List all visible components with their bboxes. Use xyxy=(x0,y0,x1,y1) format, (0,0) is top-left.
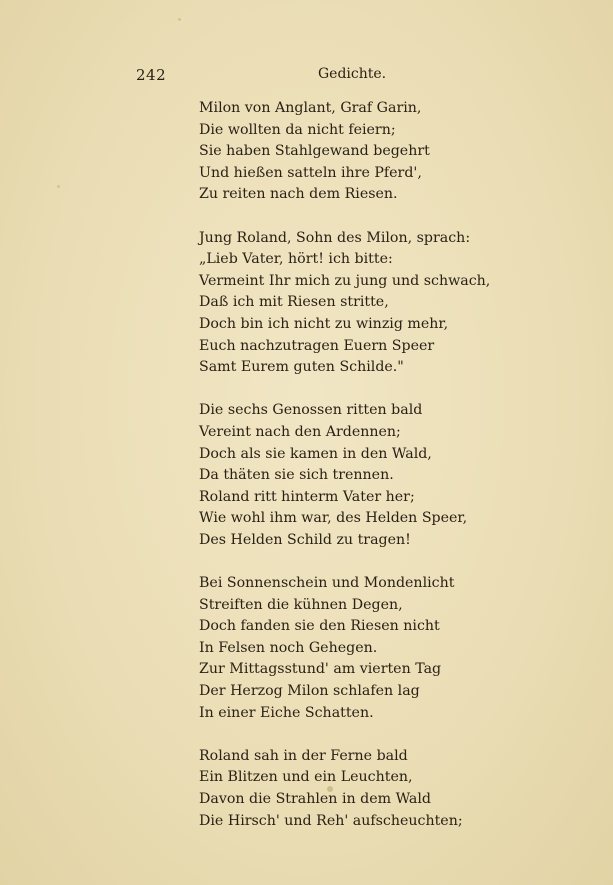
verse-line: Des Helden Schild zu tragen! xyxy=(199,531,411,548)
stanza xyxy=(199,573,519,724)
verse-line: Daß ich mit Riesen stritte, xyxy=(199,294,389,311)
running-title: Gedichte. xyxy=(318,66,387,82)
verse-line: Roland ritt hinterm Vater her; xyxy=(199,488,415,505)
verse-line: Zu reiten nach dem Riesen. xyxy=(199,186,398,203)
stanza xyxy=(199,746,519,832)
verse-line: Vermeint Ihr mich zu jung und schwach, xyxy=(199,272,491,289)
paper-stain xyxy=(178,18,181,21)
stanza xyxy=(199,228,519,379)
verse-line: Doch als sie kamen in den Wald, xyxy=(199,445,432,462)
page-header xyxy=(0,66,613,88)
verse-line: Roland sah in der Ferne bald xyxy=(199,747,408,764)
verse-line: Die wollten da nicht feiern; xyxy=(199,121,396,138)
verse-line: Davon die Strahlen in dem Wald xyxy=(199,791,431,807)
verse-line: Milon von Anglant, Graf Garin, xyxy=(199,100,422,116)
verse-line: Doch fanden sie den Riesen nicht xyxy=(199,618,440,635)
stanza xyxy=(199,400,519,551)
page-number: 242 xyxy=(136,66,167,84)
verse-line: Vereint nach den Ardennen; xyxy=(199,423,401,440)
verse-line: Samt Eurem guten Schilde." xyxy=(199,359,404,376)
verse-line: In Felsen noch Gehegen. xyxy=(199,639,378,656)
verse-line: In einer Eiche Schatten. xyxy=(199,704,374,721)
verse-line: Und hießen satteln ihre Pferd', xyxy=(199,164,422,181)
verse-line: Bei Sonnenschein und Mondenlicht xyxy=(199,575,455,592)
verse-line: Streiften die kühnen Degen, xyxy=(199,596,403,613)
verse-line: Zur Mittagsstund' am vierten Tag xyxy=(199,661,442,678)
verse-line: Euch nachzutragen Euern Speer xyxy=(199,337,435,354)
verse-line: Die sechs Genossen ritten bald xyxy=(199,402,423,419)
stanza xyxy=(199,98,519,206)
verse-line: Wie wohl ihm war, des Helden Speer, xyxy=(199,510,468,527)
verse-line: Die Hirsch' und Reh' aufscheuchten; xyxy=(199,812,463,829)
verse-line: Sie haben Stahlgewand begehrt xyxy=(199,143,430,160)
verse-line: Ein Blitzen und ein Leuchten, xyxy=(199,769,413,786)
verse-line: Da thäten sie sich trennen. xyxy=(199,467,394,484)
verse-line: Jung Roland, Sohn des Milon, sprach: xyxy=(199,229,471,246)
verse-line: Doch bin ich nicht zu winzig mehr, xyxy=(199,315,449,332)
paper-stain xyxy=(57,185,60,188)
poem-body xyxy=(199,98,519,854)
verse-line: Der Herzog Milon schlafen lag xyxy=(199,683,420,700)
verse-line: „Lieb Vater, hört! ich bitte: xyxy=(199,251,393,268)
